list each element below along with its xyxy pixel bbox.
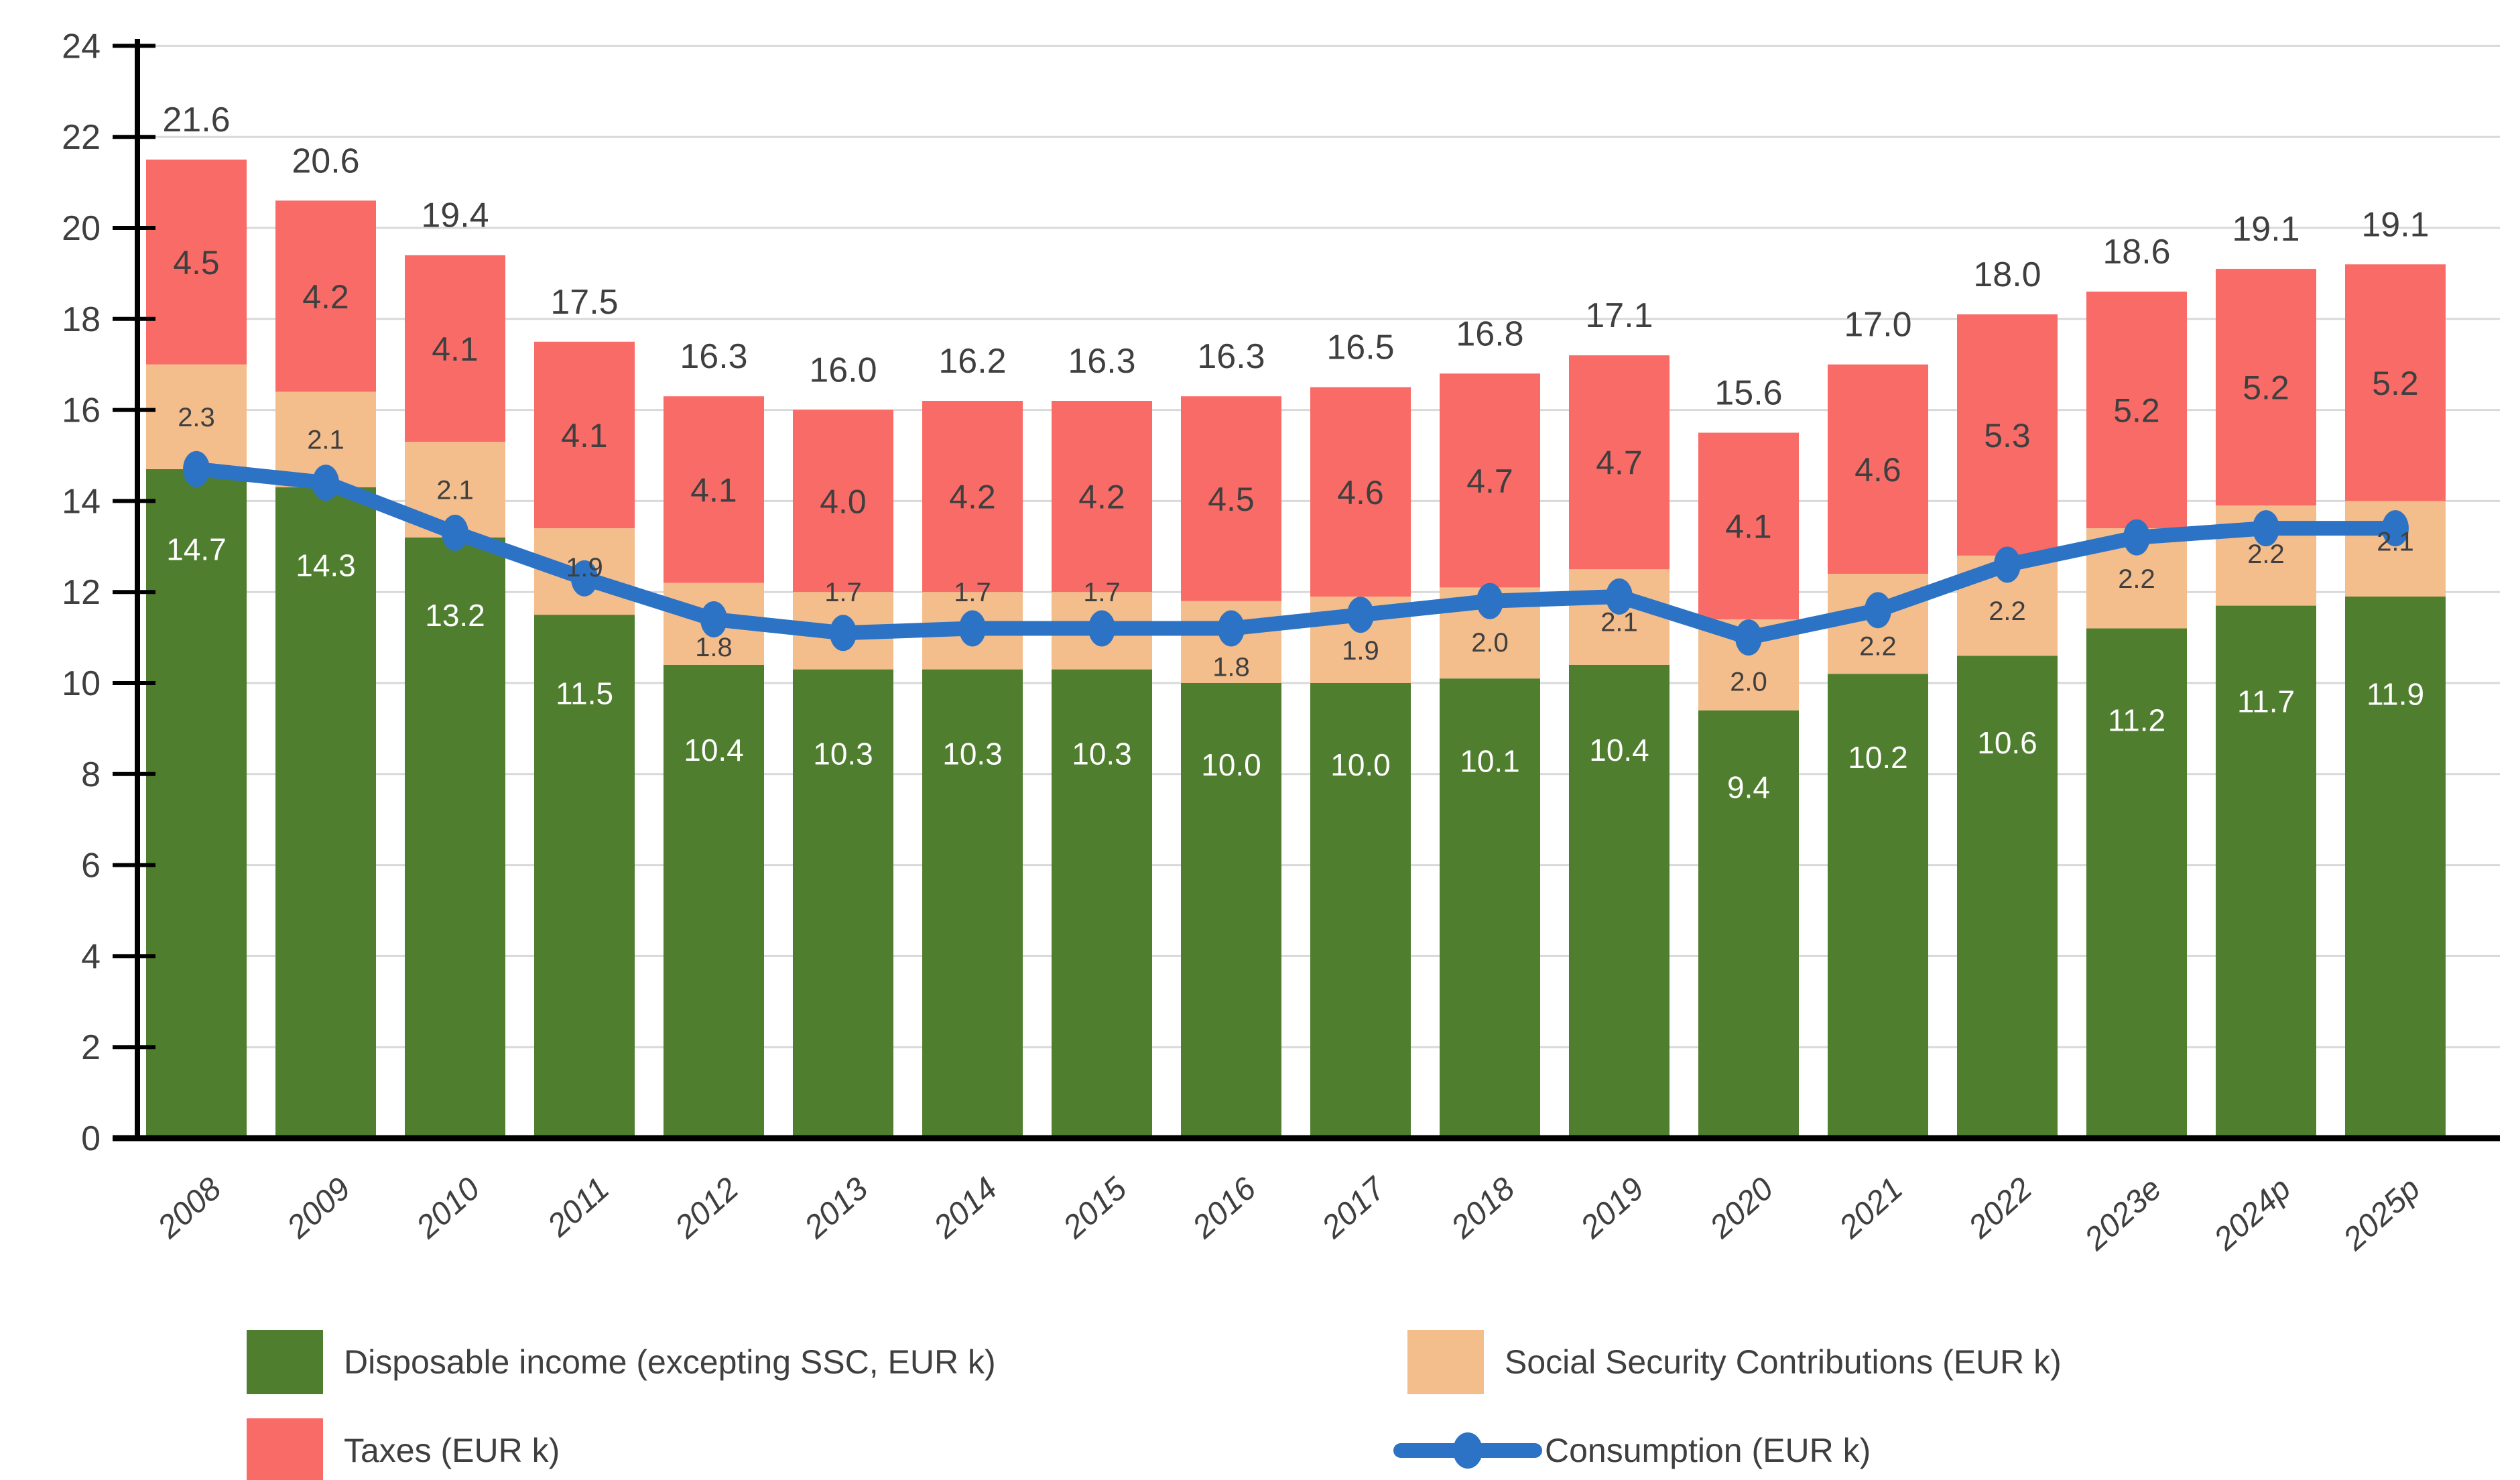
bar-total-label: 19.4 [421, 196, 489, 235]
bar-total-label: 18.6 [2102, 233, 2171, 272]
disposable-income-value-label: 10.6 [1977, 725, 2037, 760]
taxes-value-label: 5.2 [2372, 364, 2419, 402]
bar-total-label: 19.1 [2232, 210, 2300, 249]
social-security-value-label: 1.9 [566, 553, 603, 583]
taxes-value-label: 4.2 [302, 278, 349, 316]
taxes-value-label: 4.1 [690, 471, 737, 509]
taxes-value-label: 4.0 [820, 483, 867, 521]
y-axis-tick-label: 4 [81, 937, 101, 977]
y-axis-tick-label: 22 [62, 118, 101, 158]
bar-segment-disposable-income [146, 469, 247, 1138]
x-axis-label: 2010 [410, 1170, 487, 1245]
bar-total-label: 16.3 [680, 337, 748, 377]
social-security-value-label: 1.8 [1212, 652, 1250, 682]
taxes-value-label: 4.1 [561, 416, 608, 454]
bar-total-label: 21.6 [162, 101, 231, 140]
x-axis-label: 2019 [1574, 1170, 1651, 1245]
x-axis-label: 2012 [668, 1170, 746, 1245]
disposable-income-value-label: 11.5 [555, 676, 614, 711]
y-axis-tick-label: 18 [62, 300, 101, 339]
y-axis-tick-label: 8 [81, 755, 101, 794]
social-security-value-label: 2.2 [1859, 631, 1897, 662]
disposable-income-value-label: 10.3 [813, 736, 873, 772]
consumption-marker [1865, 592, 1891, 628]
legend-swatch [1407, 1330, 1484, 1394]
bar-total-label: 17.1 [1585, 296, 1653, 336]
bar-total-label: 16.3 [1197, 337, 1265, 377]
social-security-value-label: 2.1 [2377, 527, 2414, 557]
taxes-value-label: 4.1 [432, 330, 479, 368]
x-axis-label: 2014 [927, 1170, 1005, 1245]
x-axis-label: 2017 [1315, 1170, 1393, 1245]
legend-swatch [247, 1330, 323, 1394]
disposable-income-value-label: 10.4 [684, 732, 744, 767]
disposable-income-value-label: 10.2 [1848, 740, 1908, 776]
legend-swatch [247, 1418, 323, 1480]
x-axis-label: 2024p [2207, 1170, 2298, 1257]
social-security-value-label: 1.7 [824, 578, 862, 608]
bar-total-label: 20.6 [292, 141, 360, 181]
bar-total-label: 19.1 [2361, 205, 2430, 245]
taxes-value-label: 5.2 [2243, 369, 2289, 407]
y-axis-tick-label: 10 [62, 664, 101, 703]
taxes-value-label: 5.2 [2113, 391, 2160, 430]
taxes-value-label: 4.1 [1725, 507, 1772, 546]
consumption-marker [1735, 619, 1762, 656]
social-security-value-label: 2.1 [1600, 607, 1638, 637]
legend-label: Disposable income (excepting SSC, EUR k) [344, 1343, 996, 1381]
disposable-income-value-label: 11.9 [2366, 676, 2425, 712]
social-security-value-label: 2.2 [2118, 564, 2155, 594]
disposable-income-value-label: 11.2 [2107, 702, 2166, 738]
social-security-value-label: 1.8 [695, 632, 733, 662]
y-axis-tick-label: 12 [62, 573, 101, 613]
taxes-value-label: 5.3 [1984, 416, 2031, 454]
y-axis-tick-label: 24 [62, 27, 101, 66]
y-axis-tick-label: 2 [81, 1028, 101, 1068]
legend-line-marker [1453, 1432, 1483, 1469]
bar-segment-disposable-income [275, 487, 376, 1138]
consumption-marker [1347, 597, 1374, 633]
y-axis-tick-label: 0 [81, 1119, 101, 1158]
social-security-value-label: 2.1 [436, 475, 474, 505]
taxes-value-label: 4.2 [949, 478, 996, 516]
legend-label: Consumption (EUR k) [1545, 1432, 1871, 1469]
disposable-income-value-label: 10.3 [1072, 736, 1132, 772]
bar-total-label: 16.0 [809, 351, 877, 390]
social-security-value-label: 2.0 [1471, 627, 1509, 658]
y-axis-tick-label: 14 [62, 482, 101, 521]
consumption-marker [183, 451, 210, 487]
taxes-value-label: 4.6 [1854, 450, 1901, 489]
disposable-income-value-label: 11.7 [2236, 684, 2295, 719]
disposable-income-value-label: 14.3 [296, 548, 356, 583]
bar-total-label: 17.0 [1844, 305, 1912, 345]
social-security-value-label: 1.9 [1342, 635, 1379, 666]
taxes-value-label: 4.6 [1337, 473, 1384, 511]
consumption-marker [1476, 583, 1503, 619]
taxes-value-label: 4.5 [173, 243, 220, 282]
social-security-value-label: 1.7 [1083, 578, 1121, 608]
consumption-marker [312, 465, 339, 501]
y-axis-tick-label: 16 [62, 391, 101, 430]
taxes-value-label: 4.7 [1466, 462, 1513, 500]
bar-total-label: 18.0 [1973, 255, 2041, 295]
legend-label: Social Security Contributions (EUR k) [1505, 1343, 2062, 1381]
x-axis-label: 2011 [541, 1170, 617, 1244]
x-axis-label: 2023e [2078, 1170, 2169, 1257]
social-security-value-label: 2.0 [1730, 667, 1767, 697]
bar-total-label: 16.3 [1068, 342, 1136, 381]
disposable-income-value-label: 10.0 [1201, 747, 1261, 783]
social-security-value-label: 2.2 [2247, 539, 2285, 569]
legend-label: Taxes (EUR k) [344, 1432, 560, 1469]
consumption-marker [830, 615, 857, 651]
x-axis-label: 2018 [1444, 1170, 1522, 1245]
bar-total-label: 16.2 [938, 342, 1007, 381]
bar-total-label: 16.8 [1456, 314, 1524, 354]
consumption-marker [1088, 611, 1115, 647]
disposable-income-value-label: 14.7 [166, 532, 227, 567]
social-security-value-label: 2.1 [307, 425, 344, 455]
disposable-income-value-label: 10.3 [942, 736, 1003, 772]
x-axis-label: 2021 [1832, 1170, 1910, 1245]
social-security-value-label: 2.2 [1989, 597, 2026, 627]
consumption-marker [2123, 519, 2150, 556]
taxes-value-label: 4.5 [1208, 481, 1255, 519]
consumption-marker [700, 601, 727, 637]
consumption-marker [442, 515, 468, 551]
consumption-marker [1218, 611, 1245, 647]
bar-total-label: 16.5 [1326, 328, 1395, 367]
x-axis-label: 2022 [1962, 1170, 2039, 1245]
consumption-marker [1994, 546, 2021, 582]
social-security-value-label: 2.3 [178, 402, 215, 432]
x-axis-label: 2015 [1056, 1170, 1134, 1245]
disposable-income-value-label: 10.4 [1589, 732, 1649, 767]
disposable-income-value-label: 13.2 [425, 598, 485, 633]
bar-total-label: 17.5 [550, 282, 619, 322]
x-axis-label: 2016 [1186, 1170, 1263, 1245]
taxes-value-label: 4.7 [1596, 444, 1643, 482]
y-axis-tick-label: 20 [62, 209, 101, 248]
x-axis-label: 2025p [2336, 1170, 2428, 1257]
x-axis-label: 2008 [151, 1170, 229, 1245]
y-axis-tick-label: 6 [81, 846, 101, 885]
disposable-income-value-label: 10.1 [1460, 743, 1520, 779]
disposable-income-value-label: 10.0 [1330, 747, 1391, 783]
x-axis-label: 2020 [1703, 1170, 1781, 1245]
x-axis-label: 2013 [798, 1170, 875, 1245]
disposable-income-value-label: 9.4 [1727, 769, 1770, 805]
taxes-value-label: 4.2 [1078, 478, 1125, 516]
bar-total-label: 15.6 [1714, 373, 1783, 413]
x-axis-label: 2009 [280, 1170, 358, 1245]
consumption-marker [959, 611, 986, 647]
social-security-value-label: 1.7 [954, 578, 991, 608]
